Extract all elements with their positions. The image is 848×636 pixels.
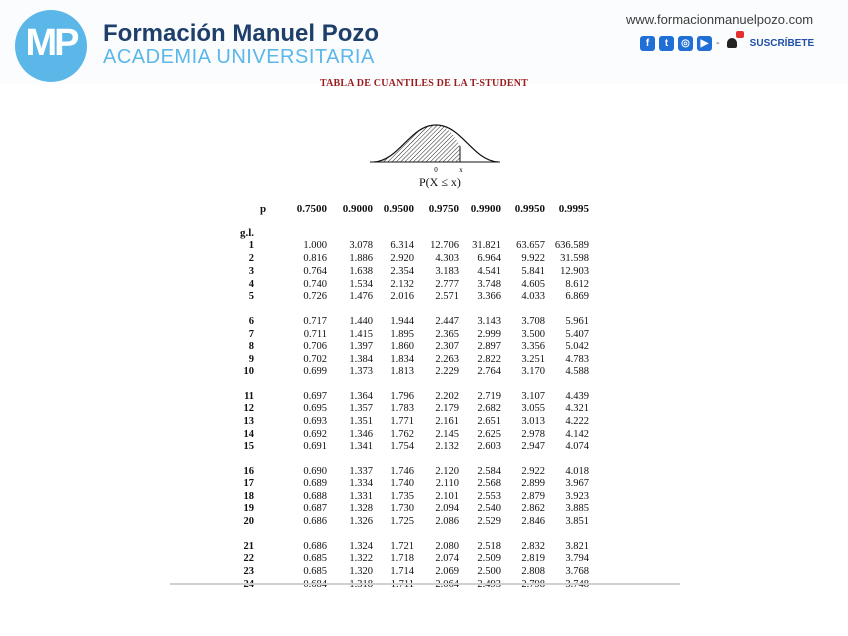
social-links <box>640 35 814 51</box>
df-cell: 4 <box>248 279 254 290</box>
quantile-cell: 2.307 <box>435 341 459 352</box>
brand-title: Formación Manuel Pozo <box>103 20 380 47</box>
quantile-cell: 1.534 <box>349 279 373 290</box>
quantile-cell: 2.179 <box>435 403 459 414</box>
quantile-cell: 63.657 <box>516 240 545 251</box>
quantile-cell: 2.069 <box>435 566 459 577</box>
quantile-cell: 2.145 <box>435 429 459 440</box>
quantile-cell: 0.764 <box>303 266 327 277</box>
quantile-cell: 1.771 <box>390 416 414 427</box>
quantile-cell: 1.364 <box>349 391 373 402</box>
quantile-cell: 12.706 <box>430 240 459 251</box>
quantile-cell: 2.862 <box>521 503 545 514</box>
quantile-cell: 1.860 <box>390 341 414 352</box>
p-value-header: 0.9950 <box>514 203 545 215</box>
quantile-cell: 1.944 <box>390 316 414 327</box>
quantile-cell: 2.229 <box>435 366 459 377</box>
quantile-cell: 1.324 <box>349 541 373 552</box>
quantile-cell: 1.735 <box>390 491 414 502</box>
quantile-cell: 2.518 <box>477 541 501 552</box>
quantile-cell: 4.074 <box>565 441 589 452</box>
quantile-cell: 4.439 <box>565 391 589 402</box>
df-cell: 13 <box>243 416 254 427</box>
t-distribution-curve <box>370 120 500 175</box>
quantile-cell: 4.321 <box>565 403 589 414</box>
df-cell: 7 <box>248 329 254 340</box>
quantile-cell: 4.541 <box>477 266 501 277</box>
df-cell: 17 <box>243 478 254 489</box>
quantile-cell: 5.961 <box>565 316 589 327</box>
quantile-cell: 2.897 <box>477 341 501 352</box>
quantile-cell: 1.740 <box>390 478 414 489</box>
df-cell: 23 <box>243 566 254 577</box>
quantile-cell: 2.584 <box>477 466 501 477</box>
quantile-cell: 4.783 <box>565 354 589 365</box>
quantile-cell: 4.033 <box>521 291 545 302</box>
quantile-cell: 0.699 <box>303 366 327 377</box>
p-value-header: 0.9900 <box>470 203 501 215</box>
quantile-cell: 2.540 <box>477 503 501 514</box>
quantile-cell: 0.695 <box>303 403 327 414</box>
quantile-cell: 1.373 <box>349 366 373 377</box>
page-divider <box>170 583 680 585</box>
quantile-cell: 1.762 <box>390 429 414 440</box>
quantile-cell: 2.202 <box>435 391 459 402</box>
quantile-cell: 2.447 <box>435 316 459 327</box>
p-value-header: 0.9995 <box>558 203 589 215</box>
df-cell: 19 <box>243 503 254 514</box>
website-link[interactable]: www.formacionmanuelpozo.com <box>626 12 814 27</box>
brand-subtitle: ACADEMIA UNIVERSITARIA <box>103 46 375 68</box>
twitter-icon[interactable]: t <box>659 36 674 51</box>
quantile-cell: 2.819 <box>521 553 545 564</box>
quantile-cell: 2.132 <box>390 279 414 290</box>
quantile-cell: 1.351 <box>349 416 373 427</box>
quantile-cell: 1.341 <box>349 441 373 452</box>
quantile-cell: 31.821 <box>472 240 501 251</box>
quantile-cell: 2.365 <box>435 329 459 340</box>
instagram-icon[interactable]: ◎ <box>678 36 693 51</box>
df-cell: 12 <box>243 403 254 414</box>
quantile-cell: 0.717 <box>303 316 327 327</box>
quantile-cell: 3.183 <box>435 266 459 277</box>
quantile-cell: 1.895 <box>390 329 414 340</box>
quantile-cell: 0.685 <box>303 566 327 577</box>
quantile-cell: 2.682 <box>477 403 501 414</box>
quantile-cell: 0.702 <box>303 354 327 365</box>
quantile-cell: 1.638 <box>349 266 373 277</box>
quantile-cell: 3.366 <box>477 291 501 302</box>
youtube-icon[interactable]: ▶ <box>697 36 712 51</box>
quantile-cell: 3.107 <box>521 391 545 402</box>
quantile-cell: 1.397 <box>349 341 373 352</box>
quantile-cell: 2.846 <box>521 516 545 527</box>
quantile-cell: 1.834 <box>390 354 414 365</box>
quantile-cell: 2.899 <box>521 478 545 489</box>
p-value-header: 0.9000 <box>342 203 373 215</box>
bell-icon[interactable] <box>724 35 740 51</box>
quantile-cell: 5.841 <box>521 266 545 277</box>
quantile-cell: 2.132 <box>435 441 459 452</box>
quantile-cell: 3.078 <box>349 240 373 251</box>
quantile-cell: 3.748 <box>477 279 501 290</box>
quantile-cell: 0.688 <box>303 491 327 502</box>
quantile-cell: 2.978 <box>521 429 545 440</box>
quantile-cell: 1.357 <box>349 403 373 414</box>
quantile-cell: 2.777 <box>435 279 459 290</box>
quantile-cell: 3.768 <box>565 566 589 577</box>
quantile-cell: 2.719 <box>477 391 501 402</box>
quantile-cell: 3.923 <box>565 491 589 502</box>
quantile-cell: 1.384 <box>349 354 373 365</box>
df-cell: 15 <box>243 441 254 452</box>
quantile-cell: 2.553 <box>477 491 501 502</box>
document-title: TABLA DE CUANTILES DE LA T-STUDENT <box>319 78 529 89</box>
quantile-cell: 2.500 <box>477 566 501 577</box>
quantile-cell: 12.903 <box>560 266 589 277</box>
quantile-cell: 0.690 <box>303 466 327 477</box>
quantile-cell: 2.568 <box>477 478 501 489</box>
quantile-cell: 0.686 <box>303 516 327 527</box>
quantile-cell: 2.086 <box>435 516 459 527</box>
curve-label-x: x <box>459 166 463 174</box>
quantile-cell: 5.407 <box>565 329 589 340</box>
quantile-cell: 1.415 <box>349 329 373 340</box>
quantile-cell: 1.326 <box>349 516 373 527</box>
quantile-cell: 2.509 <box>477 553 501 564</box>
quantile-cell: 2.879 <box>521 491 545 502</box>
facebook-icon[interactable]: f <box>640 36 655 51</box>
quantile-cell: 1.714 <box>390 566 414 577</box>
quantile-cell: 0.816 <box>303 253 327 264</box>
p-value-header: 0.7500 <box>296 203 327 215</box>
quantile-cell: 2.571 <box>435 291 459 302</box>
quantile-cell: 3.821 <box>565 541 589 552</box>
quantile-cell: 0.697 <box>303 391 327 402</box>
quantile-cell: 4.018 <box>565 466 589 477</box>
quantile-cell: 1.334 <box>349 478 373 489</box>
quantile-cell: 4.303 <box>435 253 459 264</box>
quantile-cell: 2.922 <box>521 466 545 477</box>
quantile-cell: 6.869 <box>565 291 589 302</box>
df-cell: 16 <box>243 466 254 477</box>
quantile-cell: 1.813 <box>390 366 414 377</box>
quantile-cell: 3.885 <box>565 503 589 514</box>
quantile-cell: 2.529 <box>477 516 501 527</box>
quantile-cell: 2.074 <box>435 553 459 564</box>
df-header-label: g.l. <box>240 227 255 239</box>
quantile-cell: 2.110 <box>435 478 459 489</box>
brand-header <box>0 0 848 84</box>
df-cell: 1 <box>248 240 254 251</box>
quantile-cell: 3.356 <box>521 341 545 352</box>
quantile-cell: 0.692 <box>303 429 327 440</box>
quantile-cell: 3.851 <box>565 516 589 527</box>
curve-label-zero: 0 <box>434 166 438 174</box>
probability-label: P(X ≤ x) <box>419 175 461 189</box>
quantile-cell: 3.251 <box>521 354 545 365</box>
quantile-cell: 4.222 <box>565 416 589 427</box>
quantile-cell: 6.964 <box>477 253 501 264</box>
quantile-cell: 8.612 <box>565 279 589 290</box>
quantile-cell: 4.142 <box>565 429 589 440</box>
quantile-cell: 2.625 <box>477 429 501 440</box>
df-cell: 5 <box>248 291 254 302</box>
p-value-header: 0.9750 <box>428 203 459 215</box>
df-cell: 22 <box>243 553 254 564</box>
quantile-cell: 0.740 <box>303 279 327 290</box>
quantile-cell: 2.999 <box>477 329 501 340</box>
quantile-cell: 0.706 <box>303 341 327 352</box>
quantile-cell: 1.746 <box>390 466 414 477</box>
quantile-cell: 2.764 <box>477 366 501 377</box>
quantile-cell: 3.055 <box>521 403 545 414</box>
quantile-cell: 0.711 <box>303 329 327 340</box>
quantile-cell: 1.783 <box>390 403 414 414</box>
quantile-cell: 1.328 <box>349 503 373 514</box>
quantile-cell: 3.967 <box>565 478 589 489</box>
quantile-cell: 1.725 <box>390 516 414 527</box>
quantile-cell: 2.822 <box>477 354 501 365</box>
df-cell: 18 <box>243 491 254 502</box>
quantile-cell: 636.589 <box>554 240 589 251</box>
quantile-cell: 9.922 <box>521 253 545 264</box>
quantile-cell: 0.685 <box>303 553 327 564</box>
quantile-cell: 2.120 <box>435 466 459 477</box>
quantile-cell: 2.808 <box>521 566 545 577</box>
quantile-cell: 2.101 <box>435 491 459 502</box>
df-cell: 2 <box>248 253 254 264</box>
quantile-cell: 1.440 <box>349 316 373 327</box>
quantile-cell: 4.588 <box>565 366 589 377</box>
quantile-cell: 2.080 <box>435 541 459 552</box>
df-cell: 20 <box>243 516 254 527</box>
quantile-cell: 3.708 <box>521 316 545 327</box>
quantile-cell: 2.603 <box>477 441 501 452</box>
shaded-area <box>374 125 460 162</box>
quantile-cell: 3.794 <box>565 553 589 564</box>
df-cell: 11 <box>244 391 254 402</box>
quantile-cell: 2.947 <box>521 441 545 452</box>
quantile-cell: 0.726 <box>303 291 327 302</box>
quantile-cell: 2.354 <box>390 266 414 277</box>
quantile-cell: 0.689 <box>303 478 327 489</box>
quantile-cell: 0.693 <box>303 416 327 427</box>
quantile-cell: 1.721 <box>390 541 414 552</box>
quantile-cell: 1.320 <box>349 566 373 577</box>
df-cell: 6 <box>248 316 254 327</box>
separator: - <box>716 37 720 49</box>
quantile-cell: 1.730 <box>390 503 414 514</box>
df-cell: 21 <box>243 541 254 552</box>
quantile-cell: 2.920 <box>390 253 414 264</box>
quantile-cell: 2.161 <box>435 416 459 427</box>
quantile-cell: 1.331 <box>349 491 373 502</box>
df-cell: 3 <box>248 266 254 277</box>
quantile-cell: 3.013 <box>521 416 545 427</box>
quantile-cell: 3.500 <box>521 329 545 340</box>
quantile-cell: 2.094 <box>435 503 459 514</box>
quantile-cell: 4.605 <box>521 279 545 290</box>
quantile-cell: 2.832 <box>521 541 545 552</box>
quantile-cell: 1.754 <box>390 441 414 452</box>
quantile-cell: 31.598 <box>560 253 589 264</box>
quantile-cell: 3.143 <box>477 316 501 327</box>
quantile-cell: 5.042 <box>565 341 589 352</box>
p-value-header: 0.9500 <box>383 203 414 215</box>
quantile-cell: 1.337 <box>349 466 373 477</box>
df-cell: 9 <box>248 354 254 365</box>
quantile-cell: 1.000 <box>303 240 327 251</box>
subscribe-button[interactable]: SUSCRÍBETE <box>749 37 815 49</box>
p-header-label: p <box>260 203 267 215</box>
quantile-cell: 1.718 <box>390 553 414 564</box>
quantile-cell: 0.691 <box>303 441 327 452</box>
quantile-cell: 1.346 <box>349 429 373 440</box>
quantile-cell: 2.016 <box>390 291 414 302</box>
logo-text: MP <box>25 22 77 64</box>
df-cell: 8 <box>248 341 254 352</box>
quantile-cell: 2.263 <box>435 354 459 365</box>
quantile-cell: 0.687 <box>303 503 327 514</box>
quantile-cell: 1.886 <box>349 253 373 264</box>
df-cell: 14 <box>243 429 254 440</box>
quantile-cell: 3.170 <box>521 366 545 377</box>
quantile-cell: 0.686 <box>303 541 327 552</box>
df-cell: 10 <box>243 366 254 377</box>
quantile-cell: 1.796 <box>390 391 414 402</box>
quantile-cell: 6.314 <box>390 240 414 251</box>
quantile-cell: 1.476 <box>349 291 373 302</box>
quantile-cell: 2.651 <box>477 416 501 427</box>
quantile-cell: 1.322 <box>349 553 373 564</box>
